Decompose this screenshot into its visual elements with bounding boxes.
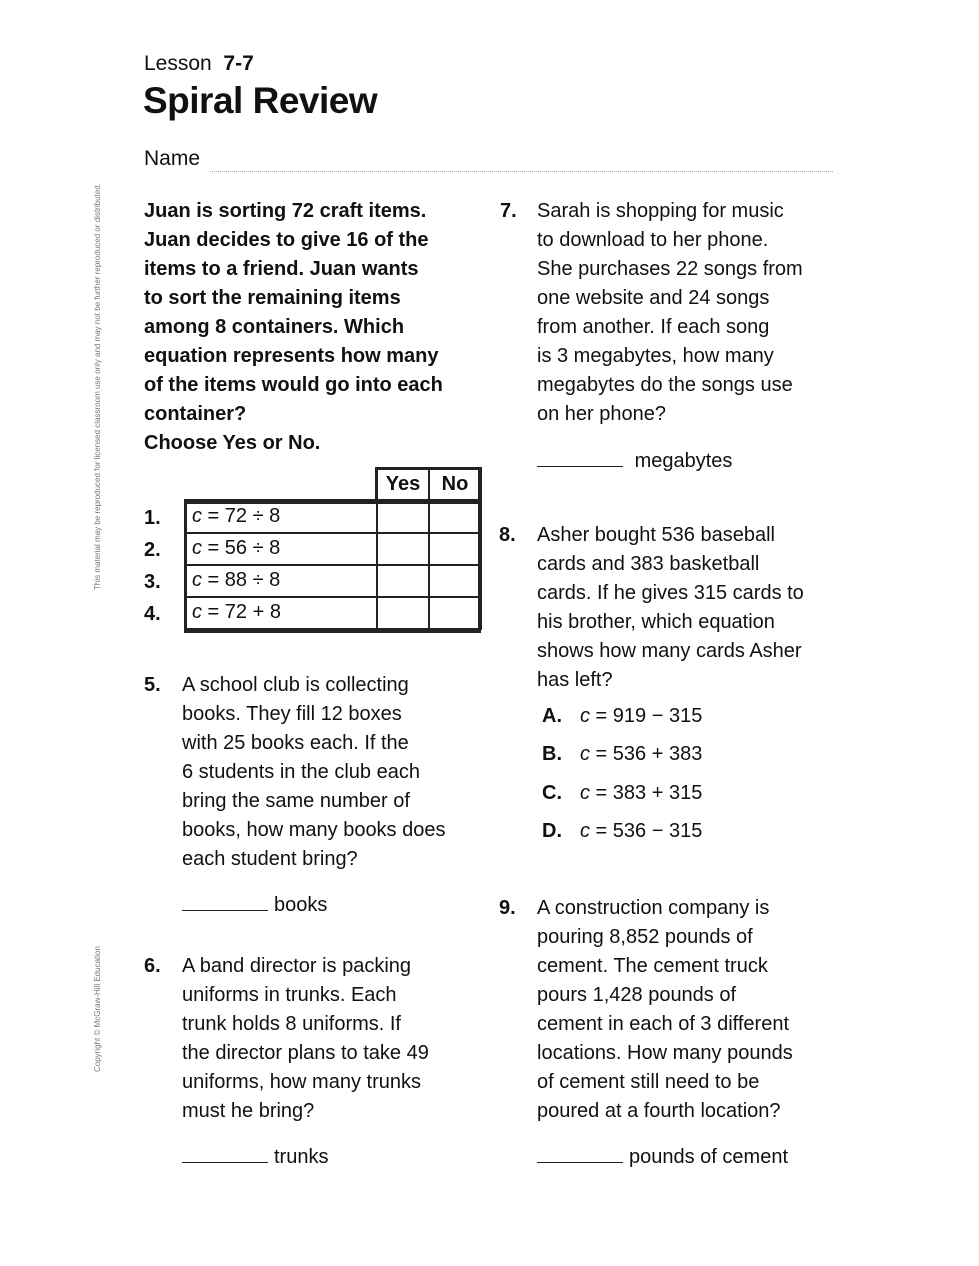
q7-text: Sarah is shopping for music to download to her phone. She purchases 22 songs from one website and 24 songs from another. If each song is 3 megabytes, how many megabytes do the songs use on her phone?	[537, 200, 803, 425]
q9-text: A construction company is pouring 8,852 pounds of cement. The cement truck pours 1,428 pounds of cement in each of 3 different locations. How many pounds of cement still need to be poured at a fourth location?	[537, 897, 793, 1122]
option-d[interactable]: D. c = 536 − 315	[542, 820, 703, 842]
no-cell[interactable]	[429, 565, 481, 597]
table-row	[185, 533, 481, 565]
answer-blank[interactable]	[182, 1144, 268, 1163]
yes-cell[interactable]	[377, 597, 429, 629]
header-yes: Yes	[377, 468, 429, 500]
option-c[interactable]: C. c = 383 + 315	[542, 782, 703, 804]
yes-no-table	[184, 467, 482, 630]
answer-blank[interactable]	[182, 892, 268, 911]
table-row	[185, 565, 481, 597]
no-cell[interactable]	[429, 500, 481, 533]
q7-answer: megabytes	[537, 447, 732, 476]
q5-answer: books	[182, 891, 327, 920]
equation: c = 72 ÷ 8	[185, 500, 377, 533]
intro-question: Juan is sorting 72 craft items. Juan decides to give 16 of the items to a friend. Juan wants to sort the remaining items among 8 containers. Which equation represents how many of the items would go into each container? Choose Yes or No.	[144, 200, 443, 454]
option-b[interactable]: B. c = 536 + 383	[542, 743, 703, 765]
q5-text: A school club is collecting books. They fill 12 boxes with 25 books each. If the 6 students in the club each bring the same number of books, how many books does each student bring?	[182, 674, 446, 870]
q6-number: 6.	[144, 955, 161, 977]
lesson-number: 7-7	[223, 52, 254, 75]
q7-number: 7.	[500, 200, 517, 222]
row-number: 1.	[144, 507, 161, 529]
header-no: No	[429, 468, 481, 500]
row-number: 3.	[144, 571, 161, 593]
lesson-label	[144, 52, 254, 76]
equation: c = 56 ÷ 8	[185, 533, 377, 565]
q9-number: 9.	[499, 897, 516, 919]
answer-blank[interactable]	[537, 1144, 623, 1163]
no-cell[interactable]	[429, 533, 481, 565]
q6-answer: trunks	[182, 1143, 328, 1172]
row-number: 2.	[144, 539, 161, 561]
name-label: Name	[144, 147, 201, 170]
no-cell[interactable]	[429, 597, 481, 629]
q8-number: 8.	[499, 524, 516, 546]
q6-text: A band director is packing uniforms in trunks. Each trunk holds 8 uniforms. If the director plans to take 49 uniforms, how many trunks must he bring?	[182, 955, 429, 1122]
name-field[interactable]	[210, 171, 833, 172]
table-row	[185, 597, 481, 629]
copyright-notice: Copyright © McGraw-Hill Education	[93, 946, 102, 1072]
page-title: Spiral Review	[143, 80, 378, 121]
rights-notice: This material may be reproduced for licensed classroom use only and may not be further reproduced or distributed.	[93, 183, 102, 590]
q8-text: Asher bought 536 baseball cards and 383 basketball cards. If he gives 315 cards to his brother, which equation shows how many cards Asher has left?	[537, 524, 804, 691]
equation: c = 88 ÷ 8	[185, 565, 377, 597]
q5-number: 5.	[144, 674, 161, 696]
row-number: 4.	[144, 603, 161, 625]
yes-cell[interactable]	[377, 533, 429, 565]
answer-blank[interactable]	[537, 448, 623, 467]
lesson-text: Lesson	[144, 52, 212, 75]
q9-answer: pounds of cement	[537, 1143, 788, 1172]
yes-cell[interactable]	[377, 565, 429, 597]
equation: c = 72 + 8	[185, 597, 377, 629]
table-row	[185, 500, 481, 533]
option-a[interactable]: A. c = 919 − 315	[542, 705, 703, 727]
yes-cell[interactable]	[377, 500, 429, 533]
